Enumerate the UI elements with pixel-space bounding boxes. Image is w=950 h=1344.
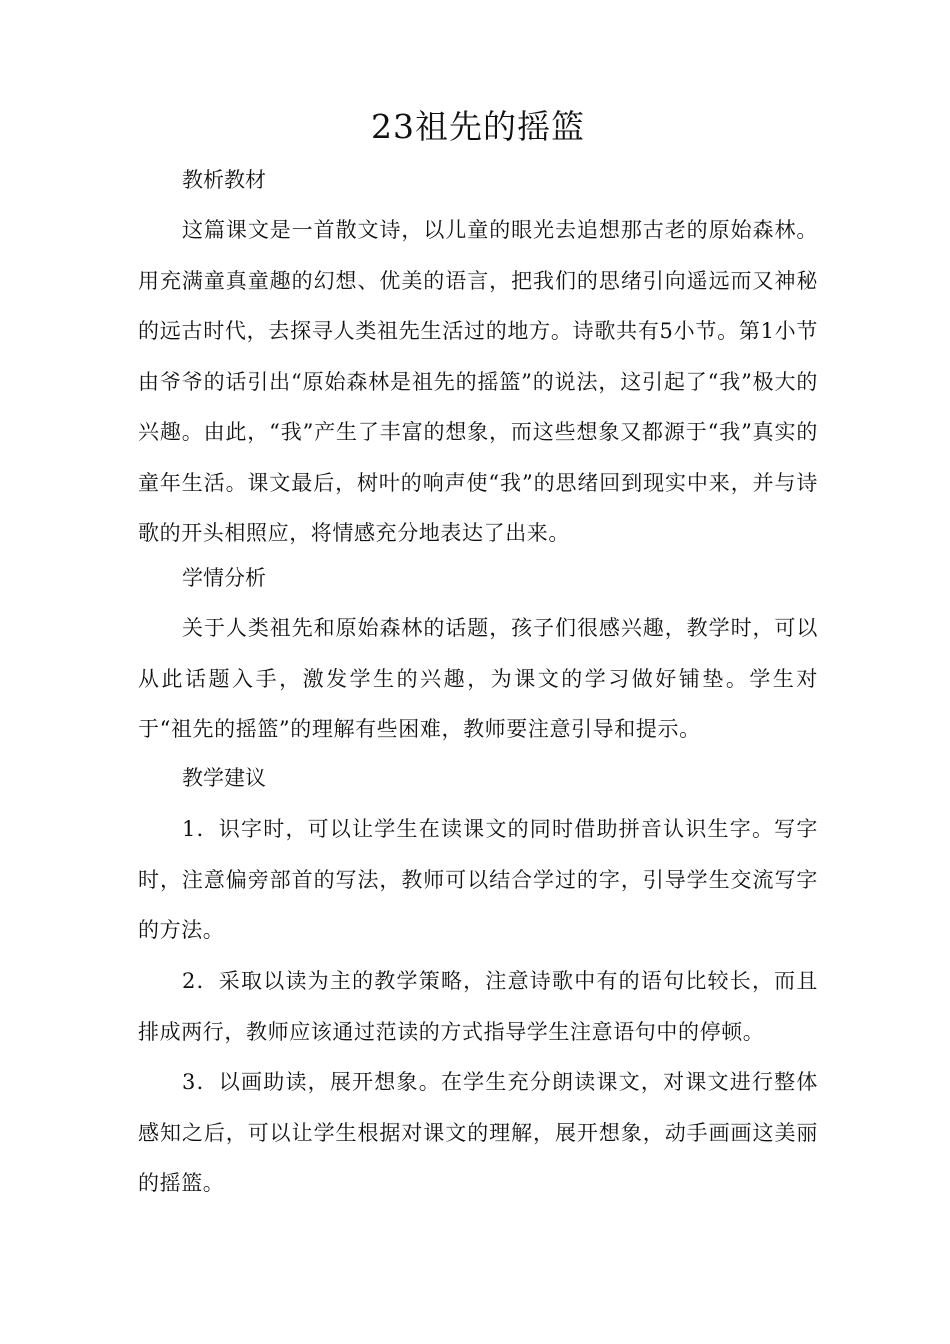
suggestion-item-3: 3．以画助读，展开想象。在学生充分朗读课文，对课文进行整体感知之后，可以让学生根据对课文的理解，展开想象，动手画画这美丽的摇篮。: [138, 1070, 818, 1195]
suggestion-item-2: 2．采取以读为主的教学策略，注意诗歌中有的语句比较长，而且排成两行，教师应该通过范读的方式指导学生注意语句中的停顿。: [138, 969, 818, 1044]
section-heading-teaching-suggestions: 教学建议: [182, 766, 266, 790]
section-heading-learning-analysis: 学情分析: [182, 566, 266, 590]
document-title: 23祖先的摇篮: [371, 107, 585, 146]
section-heading-textbook-analysis: 教析教材: [182, 168, 266, 192]
suggestion-item-1: 1．识字时，可以让学生在读课文的同时借助拼音认识生字。写字时，注意偏旁部首的写法，教师可以结合学过的字，引导学生交流写字的方法。: [138, 817, 818, 942]
paragraph-textbook-analysis: 这篇课文是一首散文诗，以儿童的眼光去追想那古老的原始森林。用充满童真童趣的幻想、优美的语言，把我们的思绪引向遥远而又神秘的远古时代，去探寻人类祖先生活过的地方。诗歌共有5小节。第1小节由爷爷的话引出“原始森林是祖先的摇篮”的说法，这引起了“我”极大的兴趣。由此，“我”产生了丰富的想象，而这些想象又都源于“我”真实的童年生活。课文最后，树叶的响声使“我”的思绪回到现实中来，并与诗歌的开头相照应，将情感充分地表达了出来。: [138, 218, 818, 545]
paragraph-learning-analysis: 关于人类祖先和原始森林的话题，孩子们很感兴趣，教学时，可以从此话题入手，激发学生的兴趣，为课文的学习做好铺垫。学生对于“祖先的摇篮”的理解有些困难，教师要注意引导和提示。: [138, 616, 818, 741]
